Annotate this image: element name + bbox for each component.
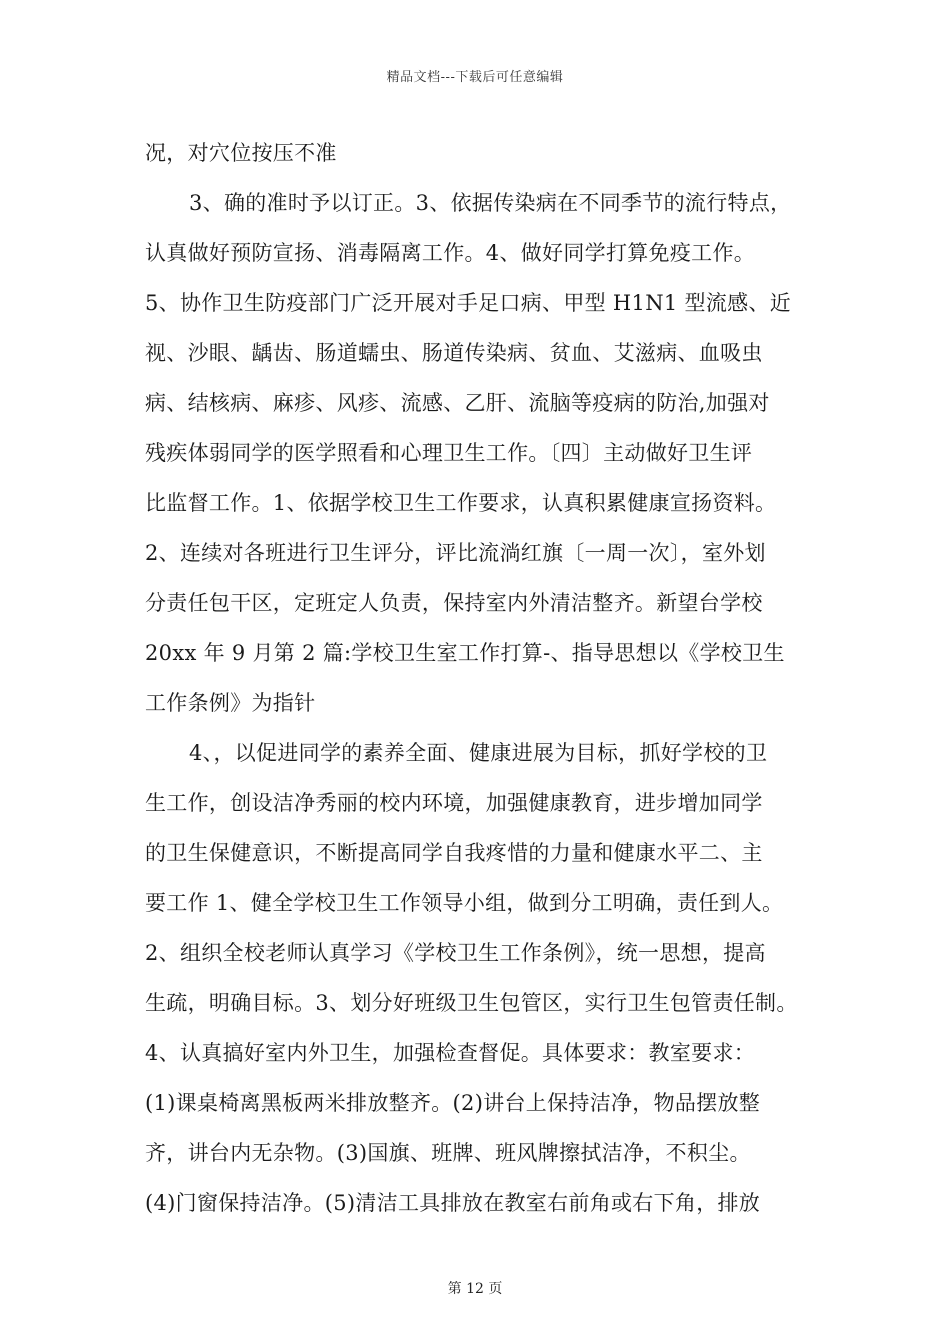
text-line: 病、结核病、麻疹、风疹、流感、乙肝、流脑等疫病的防治,加强对 bbox=[145, 391, 770, 415]
text-line: 5、协作卫生防疫部门广泛开展对手足口病、甲型 H1N1 型流感、近 bbox=[145, 291, 792, 315]
document-body bbox=[145, 128, 815, 1228]
text-line: 2、组织全校老师认真学习《学校卫生工作条例》，统一思想，提高 bbox=[145, 941, 766, 965]
text-line: 分责任包干区，定班定人负责，保持室内外清洁整齐。新望台学校 bbox=[145, 591, 763, 615]
text-line: (1)课桌椅离黑板两米排放整齐。(2)讲台上保持洁净，物品摆放整 bbox=[145, 1091, 761, 1115]
text-line: 3、确的准时予以订正。3、依据传染病在不同季节的流行特点， bbox=[189, 191, 792, 215]
text-line: 生疏，明确目标。3、划分好班级卫生包管区，实行卫生包管责任制。 bbox=[145, 991, 798, 1015]
text-line: 况，对穴位按压不准 bbox=[145, 141, 337, 165]
text-line: 要工作 1、健全学校卫生工作领导小组，做到分工明确，责任到人。 bbox=[145, 891, 784, 915]
text-line: 4、，以促进同学的素养全面、健康进展为目标，抓好学校的卫 bbox=[189, 741, 768, 765]
text-line: 残疾体弱同学的医学照看和心理卫生工作。〔四〕主动做好卫生评 bbox=[145, 441, 753, 465]
text-line: 2、连续对各班进行卫生评分，评比流淌红旗〔一周一次〕，室外划 bbox=[145, 541, 766, 565]
text-line: 认真做好预防宣扬、消毒隔离工作。4、做好同学打算免疫工作。 bbox=[145, 241, 756, 265]
page-header: 精品文档---下载后可任意编辑 bbox=[386, 70, 564, 85]
text-line: 比监督工作。1、依据学校卫生工作要求，认真积累健康宣扬资料。 bbox=[145, 491, 777, 515]
text-line: 4、认真搞好室内外卫生，加强检查督促。具体要求：教室要求： bbox=[145, 1041, 756, 1065]
text-line: 视、沙眼、龋齿、肠道蠕虫、肠道传染病、贫血、艾滋病、血吸虫 bbox=[145, 341, 763, 365]
text-line: 生工作，创设洁净秀丽的校内环境，加强健康教育，进步增加同学 bbox=[145, 791, 763, 815]
text-line: 齐，讲台内无杂物。(3)国旗、班牌、班风牌擦拭洁净，不积尘。 bbox=[145, 1141, 751, 1165]
page-number: 第 12 页 bbox=[447, 1281, 503, 1297]
text-line: 的卫生保健意识，不断提高同学自我疼惜的力量和健康水平二、主 bbox=[145, 841, 763, 865]
text-line: (4)门窗保持洁净。(5)清洁工具排放在教室右前角或右下角，排放 bbox=[145, 1191, 761, 1215]
text-line: 20xx 年 9 月第 2 篇:学校卫生室工作打算-、指导思想以《学校卫生 bbox=[145, 641, 785, 665]
text-line: 工作条例》为指针 bbox=[145, 691, 316, 715]
